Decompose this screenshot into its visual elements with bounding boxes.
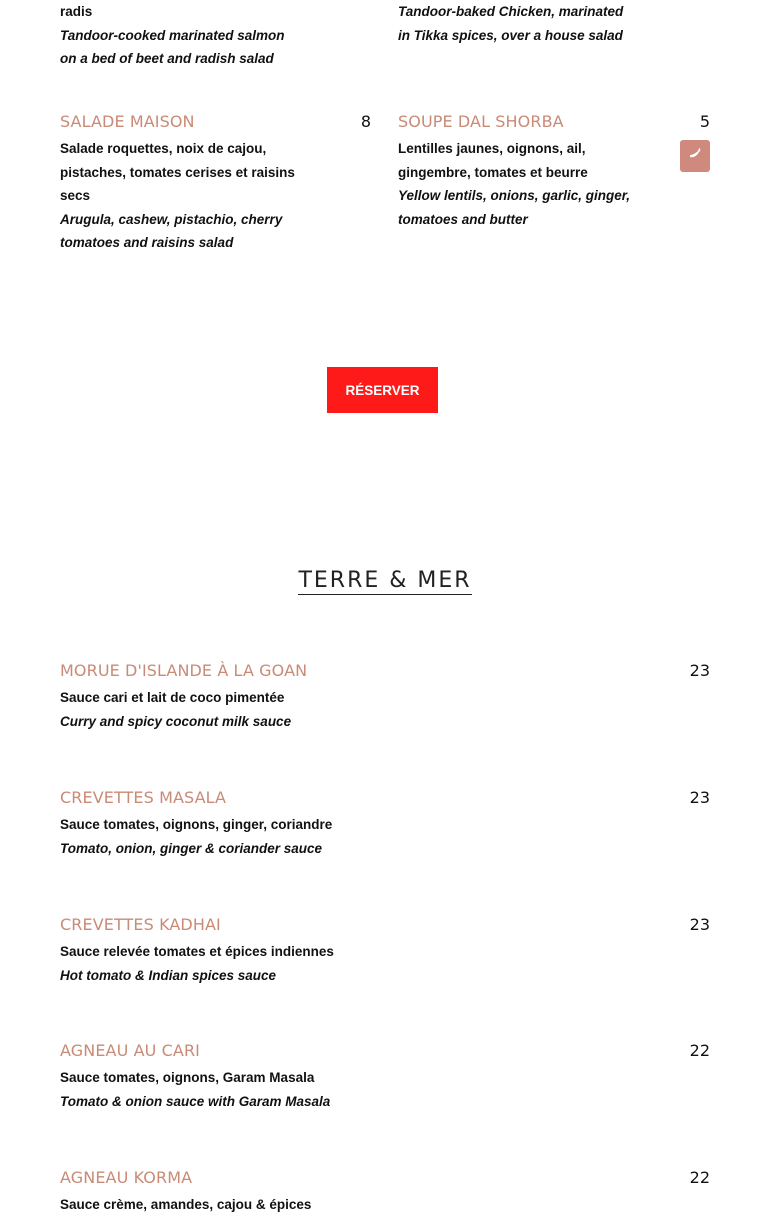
description-fr: gingembre, tomates et beurre [398, 164, 588, 180]
description-fr: Sauce tomates, oignons, ginger, coriandre [60, 817, 333, 832]
menu-item-description [60, 0, 300, 71]
dish-name: CREVETTES KADHAI [60, 915, 221, 934]
menu-item-description [60, 137, 300, 255]
dish-price: 8 [360, 112, 371, 131]
menu-item-description [60, 1193, 460, 1217]
dish-price: 22 [689, 1168, 710, 1187]
description-en: Curry and spicy coconut milk sauce [60, 713, 292, 729]
description-en: Tomato & onion sauce with Garam Masala [60, 1093, 331, 1109]
menu-item-description [60, 940, 460, 987]
description-en: Arugula, cashew, pistachio, cherry [60, 211, 283, 227]
description-en: tomatoes and butter [398, 211, 528, 227]
description-en: Tomato, onion, ginger & coriander sauce [60, 840, 323, 856]
description-en: on a bed of beet and radish salad [60, 51, 274, 66]
description-en: Tandoor-baked Chicken, marinated [398, 4, 624, 19]
dish-name: AGNEAU AU CARI [60, 1041, 200, 1060]
menu-item-description [398, 137, 658, 231]
description-en: in Tikka spices, over a house salad [398, 27, 623, 43]
description-en: Tandoor-cooked marinated salmon [60, 27, 285, 43]
description-fr: Salade roquettes, noix de cajou, [60, 141, 267, 156]
section-title [0, 566, 770, 596]
description-en: Hot tomato & Indian spices sauce [60, 967, 277, 983]
dish-price: 23 [689, 788, 710, 807]
description-fr: radis [60, 4, 93, 19]
menu-item-description [60, 1066, 460, 1113]
dish-name: SOUPE DAL SHORBA [398, 112, 564, 131]
description-en: Yellow lentils, onions, garlic, ginger, [398, 188, 631, 203]
description-fr: Sauce cari et lait de coco pimentée [60, 690, 285, 705]
spicy-badge [680, 140, 710, 172]
dish-price: 23 [689, 915, 710, 934]
description-fr: Sauce crème, amandes, cajou & épices [60, 1197, 312, 1212]
menu-item-description [60, 813, 460, 860]
dish-name: CREVETTES MASALA [60, 788, 227, 807]
description-fr: Lentilles jaunes, oignons, ail, [398, 141, 586, 156]
dish-name: AGNEAU KORMA [60, 1168, 193, 1187]
description-fr: Sauce tomates, oignons, Garam Masala [60, 1070, 315, 1085]
description-fr: pistaches, tomates cerises et raisins [60, 164, 295, 180]
chili-pepper-icon [688, 147, 702, 166]
description-fr: Sauce relevée tomates et épices indiennes [60, 944, 334, 959]
menu-item-description [398, 0, 648, 47]
description-fr: secs [60, 188, 91, 203]
menu-item-description [60, 686, 460, 733]
description-en: tomatoes and raisins salad [60, 235, 234, 250]
section-title-text: TERRE & MER [298, 568, 472, 593]
dish-price: 5 [699, 112, 710, 131]
dish-name: MORUE D'ISLANDE À LA GOAN [60, 661, 308, 680]
dish-price: 23 [689, 661, 710, 680]
dish-price: 22 [689, 1041, 710, 1060]
dish-name: SALADE MAISON [60, 112, 195, 131]
reserve-button[interactable]: RÉSERVER [327, 367, 438, 413]
